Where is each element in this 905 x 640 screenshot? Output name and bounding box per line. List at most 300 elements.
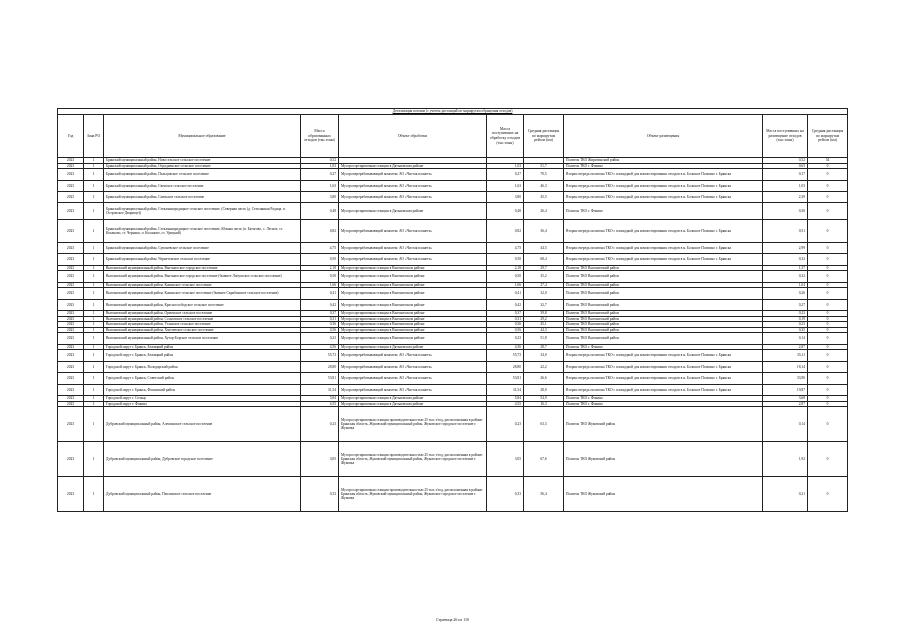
cell-year: 2023 xyxy=(58,220,84,243)
cell-year: 2023 xyxy=(58,180,84,191)
cell-year: 2023 xyxy=(58,344,84,350)
cell-municipality: Брянский муниципальный район, Стекляннорадицкое сельское поселение, (Северная часть (д. Стеклянная Радица, п. Островское Дворище)) xyxy=(104,203,301,220)
table-row xyxy=(58,242,848,253)
cell-avg-distance-processing: 26,4 xyxy=(524,203,564,220)
cell-mass-to-placement: 1,92 xyxy=(763,442,808,477)
cell-processing-object: Мусоросортировочная станция в Выгоничском районе xyxy=(339,265,487,271)
cell-year: 2023 xyxy=(58,333,84,344)
cell-avg-distance-processing: 29,7 xyxy=(524,265,564,271)
cell-avg-distance-placement: 0 xyxy=(808,327,848,333)
cell-year: 2023 xyxy=(58,311,84,317)
cell-municipality: Городской округ г. Брянск, Бежицкий район xyxy=(104,344,301,350)
cell-municipality: Городской округ г. Брянск, Бежицкий район xyxy=(104,350,301,361)
cell-mass-to-placement: 1,03 xyxy=(763,180,808,191)
cell-year: 2023 xyxy=(58,265,84,271)
cell-placement-object: Полигон ТКО г. Фокино xyxy=(564,395,763,401)
cell-processing-object: Мусороперерабатывающий комплекс АО «Чистая планета» xyxy=(339,169,487,180)
cell-avg-distance-processing: 36,4 xyxy=(524,220,564,243)
cell-placement-object: Полигон ТКО г. Фокино xyxy=(564,163,763,169)
cell-mass-to-placement: 0,23 xyxy=(763,311,808,317)
table-header-row xyxy=(58,115,848,158)
cell-mass-generated: 28,80 xyxy=(301,361,339,372)
cell-avg-distance-processing: 45,5 xyxy=(524,191,564,202)
cell-mass-generated: 0,27 xyxy=(301,169,339,180)
cell-processing-object: Мусоросортировочная станция в Выгоничском районе xyxy=(339,288,487,299)
cell-avg-distance-processing: 32,7 xyxy=(524,299,564,310)
table-row xyxy=(58,442,848,477)
cell-avg-distance-processing: 54,9 xyxy=(524,395,564,401)
cell-mass-to-processing: 1,66 xyxy=(487,282,524,288)
cell-avg-distance-placement: 0 xyxy=(808,477,848,512)
cell-avg-distance-processing: 45,1 xyxy=(524,322,564,328)
cell-mass-to-placement: 0,14 xyxy=(763,407,808,442)
cell-processing-object: Мусоросортировочная станция в Выгоничском районе xyxy=(339,316,487,322)
cell-municipality: Брянский муниципальный район, Новосельское сельское поселение xyxy=(104,158,301,164)
cell-zone: 1 xyxy=(84,316,104,322)
cell-mass-to-processing: 0,36 xyxy=(487,322,524,328)
cell-mass-generated: 0,36 xyxy=(301,322,339,328)
cell-placement-object: Вторая очередь полигона ТКО с площадкой для компостирования отходов в н. Большое Полпино г. Брянска xyxy=(564,350,763,361)
cell-municipality: Выгоничский муниципальный район, Краснослободское сельское поселение xyxy=(104,299,301,310)
cell-processing-object: Мусороперерабатывающий комплекс АО «Чистая планета» xyxy=(339,361,487,372)
cell-avg-distance-processing: 39,8 xyxy=(524,311,564,317)
cell-municipality: Выгоничский муниципальный район, Утынское сельское поселение xyxy=(104,322,301,328)
table-row xyxy=(58,384,848,395)
cell-mass-generated: 0,82 xyxy=(301,220,339,243)
cell-avg-distance-placement: 0 xyxy=(808,316,848,322)
cell-year: 2023 xyxy=(58,327,84,333)
cell-avg-distance-processing: 22,2 xyxy=(524,361,564,372)
table-row xyxy=(58,350,848,361)
cell-avg-distance-placement: 0 xyxy=(808,254,848,265)
cell-mass-to-placement: 2,87 xyxy=(763,344,808,350)
cell-avg-distance-processing: 46,3 xyxy=(524,180,564,191)
table-row xyxy=(58,477,848,512)
cell-avg-distance-placement: 0 xyxy=(808,180,848,191)
cell-placement-object: Полигон ТКО Жирятинский район xyxy=(564,158,763,164)
cell-mass-to-processing: 31,54 xyxy=(487,384,524,395)
cell-processing-object: Мусороперерабатывающий комплекс АО «Чистая планета» xyxy=(339,220,487,243)
cell-mass-generated: 3,80 xyxy=(301,191,339,202)
cell-year: 2023 xyxy=(58,401,84,407)
cell-zone: 1 xyxy=(84,407,104,442)
cell-avg-distance-processing: 27,4 xyxy=(524,282,564,288)
cell-mass-to-processing: 28,80 xyxy=(487,361,524,372)
cell-mass-generated: 5,84 xyxy=(301,395,339,401)
cell-processing-object: Мусоросортировочная станция в Дятьковском районе xyxy=(339,401,487,407)
cell-avg-distance-placement: 0 xyxy=(808,220,848,243)
cell-municipality: Выгоничский муниципальный район, Выгоничское городское поселение (бывшее Лопушское сельское поселение) xyxy=(104,271,301,282)
table-row xyxy=(58,288,848,299)
cell-mass-to-placement: 0,35 xyxy=(763,327,808,333)
cell-processing-object: Мусоросортировочная станция производительностью 25 тыс.т/год, расположенная в районе: Брянская область, Жуковский муниципальный район, Жуковское городское поселение г. Жуковка xyxy=(339,477,487,512)
cell-placement-object: Полигон ТКО Выгоничский район xyxy=(564,299,763,310)
cell-mass-to-processing: 4,75 xyxy=(487,242,524,253)
cell-avg-distance-placement: 0 xyxy=(808,322,848,328)
cell-avg-distance-processing: 44,3 xyxy=(524,327,564,333)
cell-mass-generated: 0,48 xyxy=(301,203,339,220)
cell-mass-generated: 0,41 xyxy=(301,288,339,299)
table-caption: Детализация потоков (с учетом дистанций по маршрутам обращения отходов) xyxy=(392,109,513,114)
cell-municipality: Дубровский муниципальный район, Пеклинское сельское поселение xyxy=(104,477,301,512)
cell-mass-to-placement: 1,37 xyxy=(763,265,808,271)
cell-zone: 1 xyxy=(84,288,104,299)
cell-mass-generated: 0,52 xyxy=(301,158,339,164)
cell-avg-distance-processing: 35,2 xyxy=(524,271,564,282)
cell-mass-generated: 0,50 xyxy=(301,271,339,282)
cell-municipality: Выгоничский муниципальный район, Сосновское сельское поселение xyxy=(104,316,301,322)
cell-mass-to-processing: 0,23 xyxy=(487,333,524,344)
cell-mass-to-placement: 0,63 xyxy=(763,163,808,169)
cell-placement-object: Полигон ТКО Выгоничский район xyxy=(564,271,763,282)
cell-processing-object: Мусороперерабатывающий комплекс АО «Чистая планета» xyxy=(339,242,487,253)
cell-year: 2023 xyxy=(58,299,84,310)
cell-mass-to-processing: 0,33 xyxy=(487,477,524,512)
cell-municipality: Городской округ г. Сельцо xyxy=(104,395,301,401)
cell-year: 2023 xyxy=(58,442,84,477)
cell-zone: 1 xyxy=(84,395,104,401)
cell-zone: 1 xyxy=(84,361,104,372)
cell-avg-distance-placement: 0 xyxy=(808,265,848,271)
cell-processing-object: Мусоросортировочная станция производительностью 25 тыс.т/год, расположенная в районе: Брянская область, Жуковский муниципальный район, Жуковское городское поселение г. Жуковка xyxy=(339,407,487,442)
cell-placement-object: Вторая очередь полигона ТКО с площадкой для компостирования отходов в н. Большое Полпино г. Брянска xyxy=(564,254,763,265)
cell-mass-generated: 0,31 xyxy=(301,316,339,322)
flows-table xyxy=(57,108,848,512)
cell-mass-generated: 2,18 xyxy=(301,265,339,271)
cell-placement-object: Полигон ТКО Выгоничский район xyxy=(564,288,763,299)
cell-mass-to-placement: 2,87 xyxy=(763,401,808,407)
table-row xyxy=(58,333,848,344)
cell-year: 2023 xyxy=(58,407,84,442)
cell-zone: 1 xyxy=(84,299,104,310)
cell-municipality: Брянский муниципальный район, Чернетовское сельское поселение xyxy=(104,254,301,265)
cell-placement-object: Полигон ТКО Выгоничский район xyxy=(564,333,763,344)
cell-year: 2023 xyxy=(58,191,84,202)
cell-avg-distance-placement: 0 xyxy=(808,282,848,288)
cell-processing-object: Мусороперерабатывающий комплекс АО «Чистая планета» xyxy=(339,254,487,265)
cell-mass-generated: 0,33 xyxy=(301,477,339,512)
cell-avg-distance-placement: 0 xyxy=(808,344,848,350)
table-body xyxy=(58,158,848,512)
cell-municipality: Городской округ г. Брянск, Советский район xyxy=(104,373,301,384)
cell-zone: 1 xyxy=(84,344,104,350)
cell-year: 2023 xyxy=(58,282,84,288)
cell-processing-object: Мусоросортировочная станция в Выгоничском районе xyxy=(339,322,487,328)
cell-municipality: Брянский муниципальный район, Стекляннорадицкое сельское поселение, Южная часть (п. Батагово, с. Лесное, ст. Коханово, ст. Черныш, п. Коханово, ст. Урицкий) xyxy=(104,220,301,243)
cell-mass-to-processing: 0,56 xyxy=(487,327,524,333)
cell-avg-distance-placement: 0 xyxy=(808,361,848,372)
cell-avg-distance-processing: 68,4 xyxy=(524,254,564,265)
cell-placement-object: Полигон ТКО Выгоничский район xyxy=(564,311,763,317)
cell-mass-to-processing: 0,31 xyxy=(487,316,524,322)
cell-zone: 1 xyxy=(84,282,104,288)
cell-placement-object: Вторая очередь полигона ТКО с площадкой для компостирования отходов в н. Большое Полпино г. Брянска xyxy=(564,373,763,384)
cell-year: 2023 xyxy=(58,271,84,282)
cell-zone: 1 xyxy=(84,373,104,384)
cell-mass-to-processing: 0,50 xyxy=(487,254,524,265)
cell-avg-distance-processing: 51,8 xyxy=(524,333,564,344)
cell-zone: 1 xyxy=(84,442,104,477)
cell-mass-generated: 0,50 xyxy=(301,254,339,265)
cell-mass-generated: 1,03 xyxy=(301,163,339,169)
cell-zone: 1 xyxy=(84,327,104,333)
table-row xyxy=(58,254,848,265)
cell-mass-generated: 1,66 xyxy=(301,282,339,288)
cell-zone: 1 xyxy=(84,163,104,169)
cell-mass-generated: 1,63 xyxy=(301,180,339,191)
cell-mass-to-processing: 53,81 xyxy=(487,373,524,384)
table-row xyxy=(58,271,848,282)
cell-processing-object: Мусоросортировочная станция в Выгоничском районе xyxy=(339,311,487,317)
cell-mass-to-processing: 0,23 xyxy=(487,407,524,442)
cell-municipality: Выгоничский муниципальный район, Орменское сельское поселение xyxy=(104,311,301,317)
cell-year: 2023 xyxy=(58,316,84,322)
cell-mass-generated: 0,23 xyxy=(301,407,339,442)
cell-placement-object: Полигон ТКО г. Фокино xyxy=(564,203,763,220)
cell-placement-object: Вторая очередь полигона ТКО с площадкой для компостирования отходов в н. Большое Полпино г. Брянска xyxy=(564,220,763,243)
cell-processing-object: Мусоросортировочная станция в Дятьковском районе xyxy=(339,203,487,220)
cell-zone: 1 xyxy=(84,158,104,164)
cell-mass-to-processing: 0,50 xyxy=(487,271,524,282)
page-number: Страница 26 из 110 xyxy=(436,617,469,622)
cell-mass-generated: 31,54 xyxy=(301,384,339,395)
cell-municipality: Выгоничский муниципальный район, Кокинское сельское поселение xyxy=(104,282,301,288)
cell-municipality: Брянский муниципальный район, Отрадненское сельское поселение xyxy=(104,163,301,169)
cell-mass-to-placement: 0,51 xyxy=(763,220,808,243)
cell-avg-distance-processing: 51,7 xyxy=(524,163,564,169)
cell-placement-object: Полигон ТКО Жуковский район xyxy=(564,442,763,477)
cell-municipality: Брянский муниципальный район, Снежское сельское поселение xyxy=(104,191,301,202)
cell-mass-to-processing: 0,48 xyxy=(487,203,524,220)
cell-municipality: Дубровский муниципальный район, Дубровское городское поселение xyxy=(104,442,301,477)
cell-placement-object: Полигон ТКО г. Фокино xyxy=(564,401,763,407)
cell-mass-generated: 4,56 xyxy=(301,344,339,350)
cell-year: 2023 xyxy=(58,477,84,512)
cell-year: 2023 xyxy=(58,169,84,180)
cell-zone: 1 xyxy=(84,271,104,282)
header-year: Год xyxy=(58,115,84,158)
cell-municipality: Выгоничский муниципальный район, Хмелевское сельское поселение xyxy=(104,327,301,333)
cell-processing-object: Мусоросортировочная станция в Выгоничском районе xyxy=(339,333,487,344)
cell-processing-object: Мусороперерабатывающий комплекс АО «Чистая планета» xyxy=(339,373,487,384)
table-row xyxy=(58,169,848,180)
cell-placement-object: Вторая очередь полигона ТКО с площадкой для компостирования отходов в н. Большое Полпино г. Брянска xyxy=(564,191,763,202)
cell-zone: 1 xyxy=(84,477,104,512)
cell-municipality: Брянский муниципальный район, Свенское сельское поселение xyxy=(104,180,301,191)
cell-processing-object: Мусоросортировочная станция в Выгоничском районе xyxy=(339,282,487,288)
cell-avg-distance-processing: 34,0 xyxy=(524,350,564,361)
cell-zone: 1 xyxy=(84,254,104,265)
cell-year: 2023 xyxy=(58,242,84,253)
cell-avg-distance-placement: 54 xyxy=(808,158,848,164)
cell-mass-to-processing: 0,42 xyxy=(487,299,524,310)
cell-municipality: Выгоничский муниципальный район, Хутор-Борское сельское поселение xyxy=(104,333,301,344)
cell-zone: 1 xyxy=(84,220,104,243)
cell-processing-object: Мусоросортировочная станция в Дятьковском районе xyxy=(339,344,487,350)
cell-zone: 1 xyxy=(84,401,104,407)
cell-avg-distance-placement: 0 xyxy=(808,163,848,169)
header-zone: Зона РО xyxy=(84,115,104,158)
cell-placement-object: Вторая очередь полигона ТКО с площадкой для компостирования отходов в н. Большое Полпино г. Брянска xyxy=(564,169,763,180)
cell-municipality: Выгоничский муниципальный район, Выгоничское городское поселение xyxy=(104,265,301,271)
cell-mass-to-placement: 0,27 xyxy=(763,299,808,310)
cell-zone: 1 xyxy=(84,333,104,344)
cell-placement-object: Полигон ТКО г. Фокино xyxy=(564,344,763,350)
cell-mass-to-processing: 4,56 xyxy=(487,344,524,350)
cell-zone: 1 xyxy=(84,350,104,361)
cell-avg-distance-placement: 0 xyxy=(808,407,848,442)
cell-avg-distance-placement: 0 xyxy=(808,442,848,477)
cell-avg-distance-placement: 0 xyxy=(808,203,848,220)
cell-mass-to-placement: 0,23 xyxy=(763,322,808,328)
cell-mass-to-placement: 0,17 xyxy=(763,169,808,180)
cell-zone: 1 xyxy=(84,191,104,202)
cell-processing-object: Мусороперерабатывающий комплекс АО «Чистая планета» xyxy=(339,180,487,191)
document-page xyxy=(57,108,847,512)
header-processing-object: Объект обработки xyxy=(339,115,487,158)
cell-municipality: Брянский муниципальный район, Пальцовское сельское поселение xyxy=(104,169,301,180)
cell-mass-to-placement: 0,19 xyxy=(763,316,808,322)
cell-mass-to-placement: 2,99 xyxy=(763,242,808,253)
cell-avg-distance-processing: 63,3 xyxy=(524,407,564,442)
cell-avg-distance-placement: 0 xyxy=(808,384,848,395)
cell-zone: 1 xyxy=(84,265,104,271)
table-row xyxy=(58,299,848,310)
cell-avg-distance-placement: 0 xyxy=(808,191,848,202)
cell-avg-distance-placement: 0 xyxy=(808,395,848,401)
cell-mass-to-placement: 1,04 xyxy=(763,282,808,288)
cell-zone: 1 xyxy=(84,180,104,191)
table-row xyxy=(58,180,848,191)
cell-avg-distance-processing: 26,6 xyxy=(524,373,564,384)
cell-zone: 1 xyxy=(84,384,104,395)
cell-year: 2023 xyxy=(58,395,84,401)
cell-avg-distance-processing: 28,7 xyxy=(524,344,564,350)
cell-mass-to-processing: 1,03 xyxy=(487,163,524,169)
cell-year: 2023 xyxy=(58,373,84,384)
cell-mass-to-placement: 0,52 xyxy=(763,158,808,164)
cell-avg-distance-placement: 0 xyxy=(808,350,848,361)
cell-mass-to-placement: 18,14 xyxy=(763,361,808,372)
cell-year: 2023 xyxy=(58,288,84,299)
cell-placement-object: Полигон ТКО Выгоничский район xyxy=(564,316,763,322)
cell-municipality: Городской округ г. Брянск, Фокинский район xyxy=(104,384,301,395)
cell-mass-to-placement: 19,87 xyxy=(763,384,808,395)
cell-mass-to-placement: 35,11 xyxy=(763,350,808,361)
cell-year: 2023 xyxy=(58,254,84,265)
table-row xyxy=(58,407,848,442)
cell-avg-distance-processing: 32,0 xyxy=(524,288,564,299)
header-mass-to-processing: Масса поступивших на обработку отходов (тыс.тонн) xyxy=(487,115,524,158)
cell-mass-generated: 0,42 xyxy=(301,299,339,310)
cell-processing-object: Мусоросортировочная станция в Выгоничском районе xyxy=(339,299,487,310)
cell-year: 2023 xyxy=(58,163,84,169)
header-avg-distance-processing: Средняя дистанция по маршрутам рейсов (км) xyxy=(524,115,564,158)
cell-processing-object: Мусоросортировочная станция в Выгоничском районе xyxy=(339,271,487,282)
cell-year: 2023 xyxy=(58,158,84,164)
cell-mass-generated: 55,73 xyxy=(301,350,339,361)
cell-mass-to-placement: 0,32 xyxy=(763,254,808,265)
cell-municipality: Городской округ г. Фокино xyxy=(104,401,301,407)
cell-avg-distance-placement: 0 xyxy=(808,373,848,384)
table-row xyxy=(58,203,848,220)
cell-processing-object: Мусоросортировочная станция в Выгоничском районе xyxy=(339,327,487,333)
cell-processing-object: Мусоросортировочная станция производительностью 25 тыс.т/год, расположенная в районе: Брянская область, Жуковский муниципальный район, Жуковское городское поселение г. Жуковка xyxy=(339,442,487,477)
header-mass-to-placement: Масса поступивших на размещение отходов (тыс.тонн) xyxy=(763,115,808,158)
cell-mass-to-processing: 5,84 xyxy=(487,395,524,401)
cell-avg-distance-placement: 0 xyxy=(808,401,848,407)
cell-avg-distance-placement: 0 xyxy=(808,288,848,299)
cell-avg-distance-placement: 0 xyxy=(808,242,848,253)
cell-processing-object: Мусороперерабатывающий комплекс АО «Чистая планета» xyxy=(339,350,487,361)
cell-mass-to-placement: 2,39 xyxy=(763,191,808,202)
cell-municipality: Выгоничский муниципальный район, Кокинское сельское поселение (бывшее Скрябинское сельское поселение) xyxy=(104,288,301,299)
cell-processing-object: Мусороперерабатывающий комплекс АО «Чистая планета» xyxy=(339,384,487,395)
cell-mass-to-placement: 0,14 xyxy=(763,333,808,344)
cell-mass-to-processing: 4,55 xyxy=(487,401,524,407)
cell-avg-distance-processing: 29,2 xyxy=(524,316,564,322)
cell-mass-to-placement: 0,26 xyxy=(763,288,808,299)
cell-mass-generated: 3,05 xyxy=(301,442,339,477)
cell-placement-object: Полигон ТКО Выгоничский район xyxy=(564,327,763,333)
cell-processing-object: Мусоросортировочная станция в Дятьковском районе xyxy=(339,395,487,401)
cell-mass-to-processing: 3,80 xyxy=(487,191,524,202)
cell-zone: 1 xyxy=(84,322,104,328)
cell-mass-to-processing: 0,41 xyxy=(487,288,524,299)
cell-mass-to-processing: 0,37 xyxy=(487,311,524,317)
cell-mass-to-processing: 2,18 xyxy=(487,265,524,271)
table-row xyxy=(58,373,848,384)
cell-mass-to-placement: 3,68 xyxy=(763,395,808,401)
header-placement-object: Объект размещения xyxy=(564,115,763,158)
header-municipality: Муниципальное образование xyxy=(104,115,301,158)
cell-mass-to-placement: 0,21 xyxy=(763,477,808,512)
cell-mass-generated: 0,23 xyxy=(301,333,339,344)
cell-year: 2023 xyxy=(58,322,84,328)
cell-avg-distance-placement: 0 xyxy=(808,271,848,282)
cell-mass-generated: 0,37 xyxy=(301,311,339,317)
header-mass-generated: Масса образованных отходов (тыс.тонн) xyxy=(301,115,339,158)
cell-avg-distance-processing: 28,0 xyxy=(524,384,564,395)
table-row xyxy=(58,191,848,202)
cell-mass-to-placement: 33,90 xyxy=(763,373,808,384)
cell-placement-object: Вторая очередь полигона ТКО с площадкой для компостирования отходов в н. Большое Полпино г. Брянска xyxy=(564,361,763,372)
cell-placement-object: Полигон ТКО Жуковский район xyxy=(564,477,763,512)
cell-mass-to-processing: 0,82 xyxy=(487,220,524,243)
cell-municipality: Городской округ г. Брянск, Володарский район xyxy=(104,361,301,372)
table-row xyxy=(58,220,848,243)
cell-avg-distance-processing: 67,6 xyxy=(524,442,564,477)
cell-avg-distance-processing: 16,3 xyxy=(524,401,564,407)
cell-municipality: Брянский муниципальный район, Супоневское сельское поселение xyxy=(104,242,301,253)
cell-placement-object: Полигон ТКО Выгоничский район xyxy=(564,265,763,271)
cell-placement-object: Полигон ТКО Выгоничский район xyxy=(564,322,763,328)
cell-mass-generated: 4,75 xyxy=(301,242,339,253)
cell-placement-object: Вторая очередь полигона ТКО с площадкой для компостирования отходов в н. Большое Полпино г. Брянска xyxy=(564,180,763,191)
cell-mass-to-placement: 0,30 xyxy=(763,203,808,220)
cell-mass-to-processing: 0,27 xyxy=(487,169,524,180)
cell-zone: 1 xyxy=(84,203,104,220)
cell-municipality: Дубровский муниципальный район, Алешинское сельское поселение xyxy=(104,407,301,442)
cell-zone: 1 xyxy=(84,169,104,180)
cell-mass-to-processing: 55,73 xyxy=(487,350,524,361)
cell-processing-object: Мусоросортировочная станция в Дятьковском районе xyxy=(339,163,487,169)
cell-year: 2023 xyxy=(58,350,84,361)
cell-mass-to-placement: 0,32 xyxy=(763,271,808,282)
cell-year: 2023 xyxy=(58,384,84,395)
cell-year: 2023 xyxy=(58,203,84,220)
cell-mass-generated: 53,81 xyxy=(301,373,339,384)
